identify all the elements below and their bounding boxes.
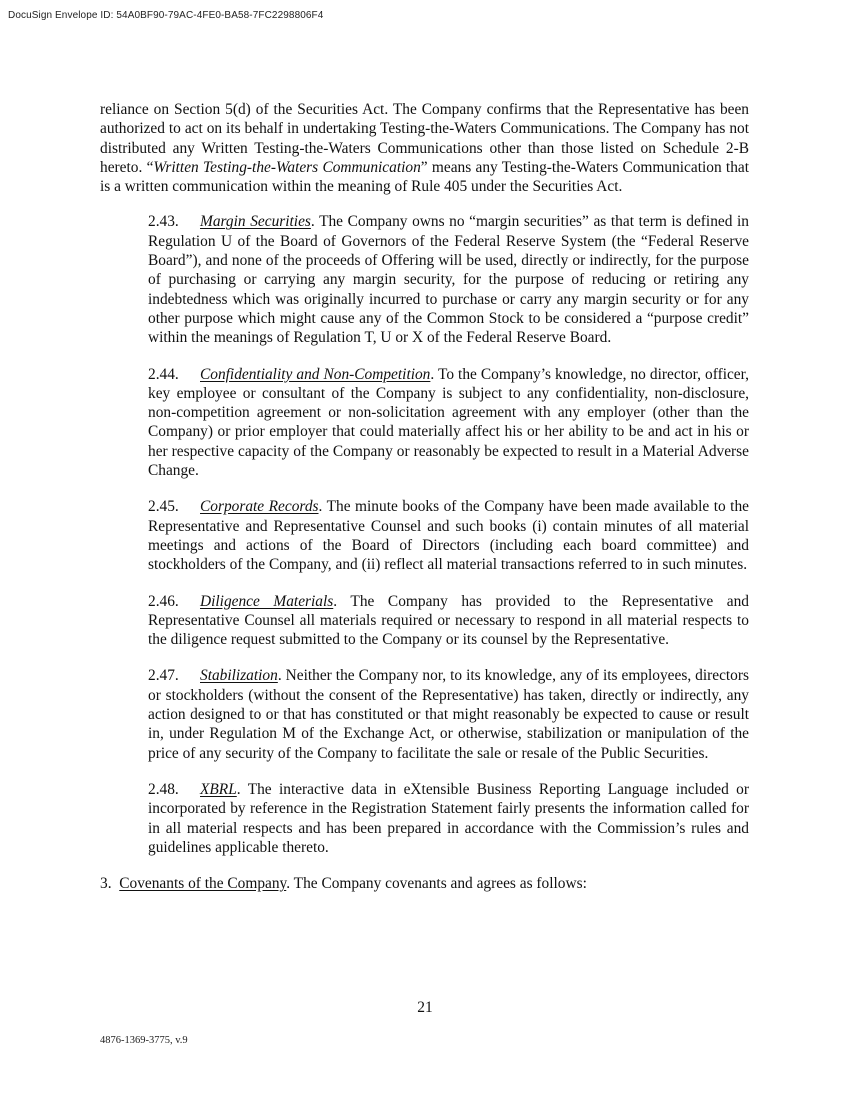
section-3-covenants — [100, 874, 749, 893]
section-body: . Neither the Company nor, to its knowledge, any of its employees, directors or stockholders (without the consent of the Representative) has taken, directly or indirectly, any action designed to or that has constituted or that might reasonably be expected to cause or result in, under Regulation M of the Exchange Act, or otherwise, stabilization or manipulation of the price of any security of the Company to facilitate the sale or resale of the Public Securities. — [148, 667, 749, 762]
section-heading: Diligence Materials — [200, 592, 334, 610]
section-body: . The interactive data in eXtensible Business Reporting Language included or incorporated by reference in the Registration Statement fairly presents the information called for in all material respects and has been prepared in accordance with the Commission’s rules and guidelines applicable thereto. — [148, 780, 749, 856]
section-body: . To the Company’s knowledge, no director, officer, key employee or consultant of the Company is subject to any confidentiality, non-disclosure, non-competition agreement or non-solicitation agreement with any employer (other than the Company) or prior employer that could materially affect his or her ability to be and act in his or her respective capacity of the Company or reasonably be expected to result in a Material Adverse Change. — [148, 365, 749, 480]
section-heading: XBRL — [200, 780, 237, 798]
section-2-46 — [100, 592, 749, 650]
section-heading: Corporate Records — [200, 498, 319, 516]
section-heading: Margin Securities — [200, 213, 311, 231]
section-number: 2.48. — [148, 780, 179, 798]
section-number: 3. — [100, 875, 112, 893]
section-heading: Covenants of the Company — [119, 875, 287, 893]
continuation-text-b: ” means any Testing-the-Waters Communication that is a written communication within the meaning of Rule 405 under the Securities Act. — [100, 158, 750, 196]
section-2-47 — [100, 666, 749, 762]
section-body: . The minute books of the Company have been made available to the Representative and Representative Counsel and such books (i) contain minutes of all material meetings and actions of the Board of Directors (including each board committee) and stockholders of the Company, and (ii) reflect all material transactions referred to in such minutes. — [148, 498, 749, 574]
document-body — [100, 100, 749, 910]
document-id: 4876-1369-3775, v.9 — [100, 1035, 188, 1046]
section-body: . The Company covenants and agrees as follows: — [286, 875, 587, 893]
section-number: 2.45. — [148, 498, 179, 516]
defined-term: Written Testing-the-Waters Communication — [153, 158, 421, 176]
section-2-45 — [100, 497, 749, 574]
section-number: 2.46. — [148, 592, 179, 610]
section-body: . The Company has provided to the Representative and Representative Counsel all materials required or necessary to respond in all material respects to the diligence request submitted to the Company or its counsel by the Representative. — [148, 592, 749, 649]
section-number: 2.47. — [148, 667, 179, 685]
section-heading: Stabilization — [200, 667, 278, 685]
section-heading: Confidentiality and Non-Competition — [200, 365, 431, 383]
docusign-envelope-id: DocuSign Envelope ID: 54A0BF90-79AC-4FE0-BA58-7FC2298806F4 — [8, 10, 324, 21]
section-2-48 — [100, 780, 749, 857]
section-number: 2.43. — [148, 213, 179, 231]
page-number: 21 — [417, 999, 433, 1016]
section-number: 2.44. — [148, 365, 179, 383]
section-2-43 — [100, 212, 749, 347]
continuation-paragraph — [100, 100, 749, 196]
section-2-44 — [100, 365, 749, 481]
continuation-text-a: reliance on Section 5(d) of the Securities Act. The Company confirms that the Representative has been authorized to act on its behalf in undertaking Testing-the-Waters Communications. The Company has not distributed any Written Testing-the-Waters Communications other than those listed on Schedule 2-B hereto. “ — [100, 101, 749, 176]
section-body: . The Company owns no “margin securities” as that term is defined in Regulation U of the Board of Governors of the Federal Reserve System (the “Federal Reserve Board”), and none of the proceeds of Offering will be used, directly or indirectly, for the purpose of purchasing or carrying any margin security, for the purpose of reducing or retiring any indebtedness which was originally incurred to purchase or carry any margin security or for any other purpose which might cause any of the Common Stock to be considered a “purpose credit” within the meanings of Regulation T, U or X of the Federal Reserve Board. — [148, 213, 749, 347]
